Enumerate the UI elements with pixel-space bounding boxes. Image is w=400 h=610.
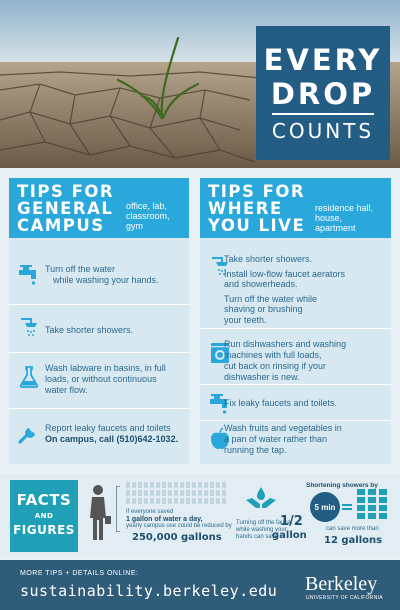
jug-mark	[198, 490, 202, 496]
subheading-line: apartment	[315, 223, 356, 233]
tip-item	[9, 250, 189, 300]
facts-badge-line: FACTS	[16, 491, 72, 509]
jug-mark	[180, 482, 184, 488]
jug-mark	[368, 513, 376, 519]
tip-item	[9, 352, 189, 408]
heading-line: TIPS FOR	[17, 182, 115, 201]
fact-big-unit: gallon	[272, 530, 307, 541]
jug-mark	[144, 498, 148, 504]
heading-line: TIPS FOR	[208, 182, 306, 201]
jug-mark	[192, 498, 196, 504]
fact-big-value: 1/2	[280, 514, 303, 529]
jug-mark	[204, 498, 208, 504]
more-tips-label: MORE TIPS + DETAILS ONLINE:	[20, 570, 139, 577]
fact-note-line: while washing your	[236, 527, 287, 533]
tip-line: running the tap.	[224, 445, 287, 455]
jug-mark	[126, 490, 130, 496]
fact-note	[126, 509, 232, 530]
jug-mark	[379, 497, 387, 503]
jug-mark	[198, 498, 202, 504]
facts-badge	[10, 480, 78, 552]
jug-mark	[156, 490, 160, 496]
jug-mark	[368, 505, 376, 511]
tip-line: Take shorter showers.	[224, 254, 313, 264]
tip-line: dishwasher is new.	[224, 372, 300, 382]
jug-mark	[357, 513, 365, 519]
jug-mark	[379, 505, 387, 511]
jug-mark	[222, 482, 226, 488]
title-box	[256, 26, 390, 160]
jug-mark	[180, 498, 184, 504]
fact-heading: Shortening showers by	[306, 482, 378, 489]
heading-line: YOU LIVE	[208, 216, 306, 235]
jug-mark	[186, 482, 190, 488]
jug-mark	[216, 498, 220, 504]
jug-grid-graphic	[126, 482, 230, 508]
faucet-icon	[17, 262, 41, 286]
jug-mark	[198, 482, 202, 488]
jug-mark	[150, 490, 154, 496]
tip-text	[45, 363, 166, 396]
facts-badge-line: AND	[34, 512, 54, 520]
tip-item	[200, 384, 391, 420]
title-divider	[272, 113, 374, 115]
facts-badge-line: FIGURES	[13, 523, 75, 537]
jug-mark	[192, 490, 196, 496]
shower-minutes-badge: 5 min	[310, 492, 340, 522]
jug-mark	[168, 490, 172, 496]
tip-line: Install low-flow faucet aerators	[224, 268, 346, 279]
jug-mark	[144, 490, 148, 496]
tips-general-campus-subheading	[126, 201, 186, 231]
heading-line: WHERE	[208, 199, 283, 218]
jug-mark	[174, 482, 178, 488]
tip-item	[200, 246, 391, 326]
wrench-icon	[17, 421, 41, 445]
flask-icon	[17, 365, 41, 389]
berkeley-logo-subtitle: UNIVERSITY OF CALIFORNIA	[306, 595, 383, 601]
tip-item	[200, 328, 391, 384]
tip-text	[224, 254, 345, 325]
jug-mark	[216, 490, 220, 496]
jug-mark	[138, 490, 142, 496]
tips-where-you-live-subheading	[315, 203, 391, 233]
tip-line: Run dishwashers and washing	[224, 339, 347, 349]
tip-line: and showerheads.	[224, 279, 298, 289]
subheading-line: residence hall,	[315, 203, 374, 213]
tip-line: cut back on rinsing if your	[224, 361, 327, 371]
jug-mark	[150, 498, 154, 504]
fact-big-value: 12 gallons	[324, 535, 383, 546]
berkeley-logo: Berkeley	[305, 573, 378, 595]
tips-where-you-live-heading	[208, 183, 305, 234]
jug-mark	[138, 498, 142, 504]
website-link[interactable]: sustainability.berkeley.edu	[20, 582, 278, 600]
jug-mark	[174, 498, 178, 504]
jug-mark	[138, 482, 142, 488]
fact-note-line: hands can save	[236, 534, 279, 540]
tip-line: On campus, call (510)642-1032.	[45, 434, 179, 444]
tip-item	[9, 408, 189, 464]
jug-mark	[168, 482, 172, 488]
jug-mark	[204, 482, 208, 488]
tip-line: Fix leaky faucets and toilets.	[224, 398, 338, 408]
tip-line: water flow.	[45, 385, 88, 395]
equals-icon	[342, 504, 352, 510]
person-icon	[86, 484, 112, 542]
title-line-2: DROP	[270, 76, 376, 111]
jug-mark	[222, 498, 226, 504]
jug-mark	[186, 490, 190, 496]
tips-general-campus-header	[9, 178, 189, 238]
tip-text	[45, 264, 159, 286]
tips-general-campus-heading	[17, 183, 114, 234]
jug-mark	[210, 498, 214, 504]
jug-mark	[126, 482, 130, 488]
tips-general-campus-panel	[9, 178, 189, 464]
tip-line: Wash fruits and vegetables in	[224, 423, 342, 433]
heading-line: GENERAL	[17, 199, 114, 218]
jug-mark	[180, 490, 184, 496]
jug-mark	[210, 490, 214, 496]
jug-mark	[204, 490, 208, 496]
jug-mark	[357, 489, 365, 495]
jug-mark	[174, 490, 178, 496]
tip-text	[224, 423, 342, 456]
tip-item	[200, 420, 391, 464]
jug-mark	[162, 498, 166, 504]
tip-text	[45, 423, 178, 445]
tip-line: Report leaky faucets and toilets	[45, 423, 171, 433]
fact-note: can save more than	[326, 526, 379, 532]
tips-where-you-live-panel	[200, 178, 391, 464]
footer	[0, 560, 400, 610]
jug-mark	[168, 498, 172, 504]
jug-mark	[156, 498, 160, 504]
tip-text	[45, 325, 133, 336]
fact-big-value: 250,000 gallons	[132, 532, 222, 543]
fact-note-line: Turning off the faucet	[236, 520, 293, 526]
fact-note-line: yearly campus use could be reduced by	[126, 523, 232, 529]
tip-line: Turn off the water	[45, 264, 116, 274]
jug-mark	[162, 482, 166, 488]
jug-mark	[132, 490, 136, 496]
tip-line: your teeth.	[224, 314, 267, 325]
tip-line: Take shorter showers.	[45, 325, 134, 335]
jug-mark	[379, 513, 387, 519]
title-line-1: EVERY	[263, 42, 383, 77]
tips-where-you-live-header	[200, 178, 391, 238]
jug-mark	[186, 498, 190, 504]
fact-note-line: 1 gallon of water a day,	[126, 516, 203, 523]
jug-mark	[368, 497, 376, 503]
tip-line: while washing your hands.	[53, 275, 159, 285]
jug-mark	[368, 489, 376, 495]
tip-line: machines with full loads,	[224, 350, 322, 360]
jug-mark	[162, 490, 166, 496]
subheading-line: classroom,	[126, 211, 170, 221]
subheading-line: house,	[315, 213, 343, 223]
jug-mark	[132, 482, 136, 488]
subheading-line: gym	[126, 221, 144, 231]
jug-mark	[357, 497, 365, 503]
jug-stack-icon	[356, 488, 390, 522]
shower-icon	[17, 315, 41, 339]
tip-item	[9, 304, 189, 352]
jug-mark	[150, 482, 154, 488]
jug-mark	[222, 490, 226, 496]
jug-mark	[126, 498, 130, 504]
subheading-line: office, lab,	[126, 201, 167, 211]
tip-line: a pan of water rather than	[224, 434, 328, 444]
title-line-3: COUNTS	[271, 118, 375, 143]
jug-mark	[379, 489, 387, 495]
bracket	[116, 486, 120, 532]
jug-mark	[216, 482, 220, 488]
fact-note-line: If everyone saved	[126, 509, 174, 515]
tip-line: Wash labware in basins, in full	[45, 363, 166, 373]
heading-line: CAMPUS	[17, 216, 105, 235]
washing-hands-icon	[244, 486, 278, 512]
jug-mark	[144, 482, 148, 488]
tip-text	[224, 339, 346, 383]
jug-mark	[192, 482, 196, 488]
tip-line: loads, or without continuous	[45, 374, 157, 384]
jug-mark	[132, 498, 136, 504]
tip-text	[224, 398, 337, 409]
jug-mark	[156, 482, 160, 488]
facts-and-figures-band	[0, 474, 400, 556]
jug-mark	[210, 482, 214, 488]
tip-line: Turn off the water while	[224, 293, 318, 304]
tip-line: shaving or brushing	[224, 304, 303, 314]
hero-image	[0, 0, 400, 168]
jug-mark	[357, 505, 365, 511]
